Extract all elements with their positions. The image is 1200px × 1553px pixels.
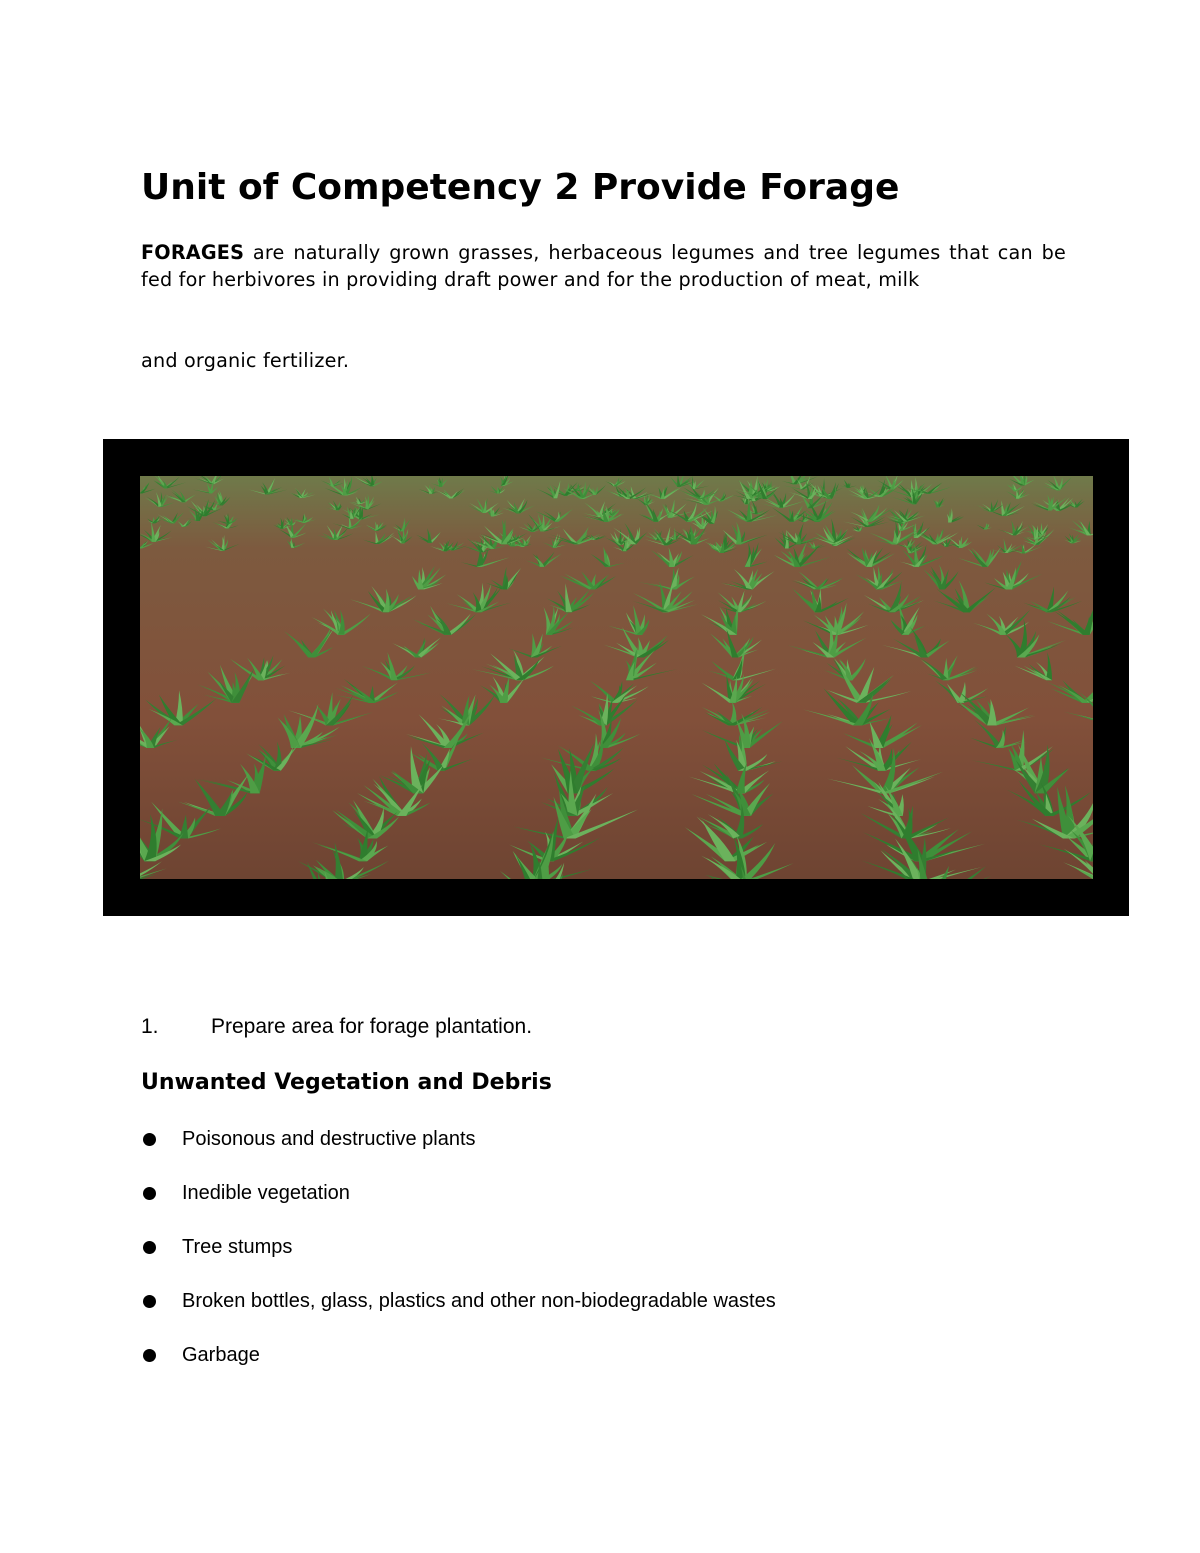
list-item: [141, 1287, 776, 1341]
list-item: [141, 1341, 776, 1395]
list-item-text: Broken bottles, glass, plastics and other non-biodegradable wastes: [182, 1290, 776, 1312]
step-number: 1.: [141, 1015, 159, 1038]
debris-list: [141, 1125, 776, 1395]
page-title: Unit of Competency 2 Provide Forage: [141, 167, 900, 208]
forage-field-photo: [140, 476, 1093, 879]
photo-frame: [103, 439, 1129, 916]
bullet-icon: [143, 1187, 156, 1200]
list-item-text: Garbage: [182, 1344, 260, 1366]
bullet-icon: [143, 1133, 156, 1146]
intro-paragraph: [141, 239, 1066, 293]
intro-text: are naturally grown grasses, herbaceous legumes and tree legumes that can be fed for herbivores in providing draft power and for the production of meat, milk: [141, 241, 1066, 291]
list-item: [141, 1125, 776, 1179]
step-text: Prepare area for forage plantation.: [211, 1015, 533, 1038]
intro-continuation: and organic fertilizer.: [141, 349, 350, 372]
list-item-text: Poisonous and destructive plants: [182, 1128, 476, 1150]
list-item: [141, 1233, 776, 1287]
section-heading: Unwanted Vegetation and Debris: [141, 1070, 552, 1095]
step-item: [141, 1013, 532, 1041]
bullet-icon: [143, 1241, 156, 1254]
list-item-text: Inedible vegetation: [182, 1182, 350, 1204]
bullet-icon: [143, 1349, 156, 1362]
list-item: [141, 1179, 776, 1233]
intro-term: FORAGES: [141, 241, 245, 264]
bullet-icon: [143, 1295, 156, 1308]
list-item-text: Tree stumps: [182, 1236, 293, 1258]
